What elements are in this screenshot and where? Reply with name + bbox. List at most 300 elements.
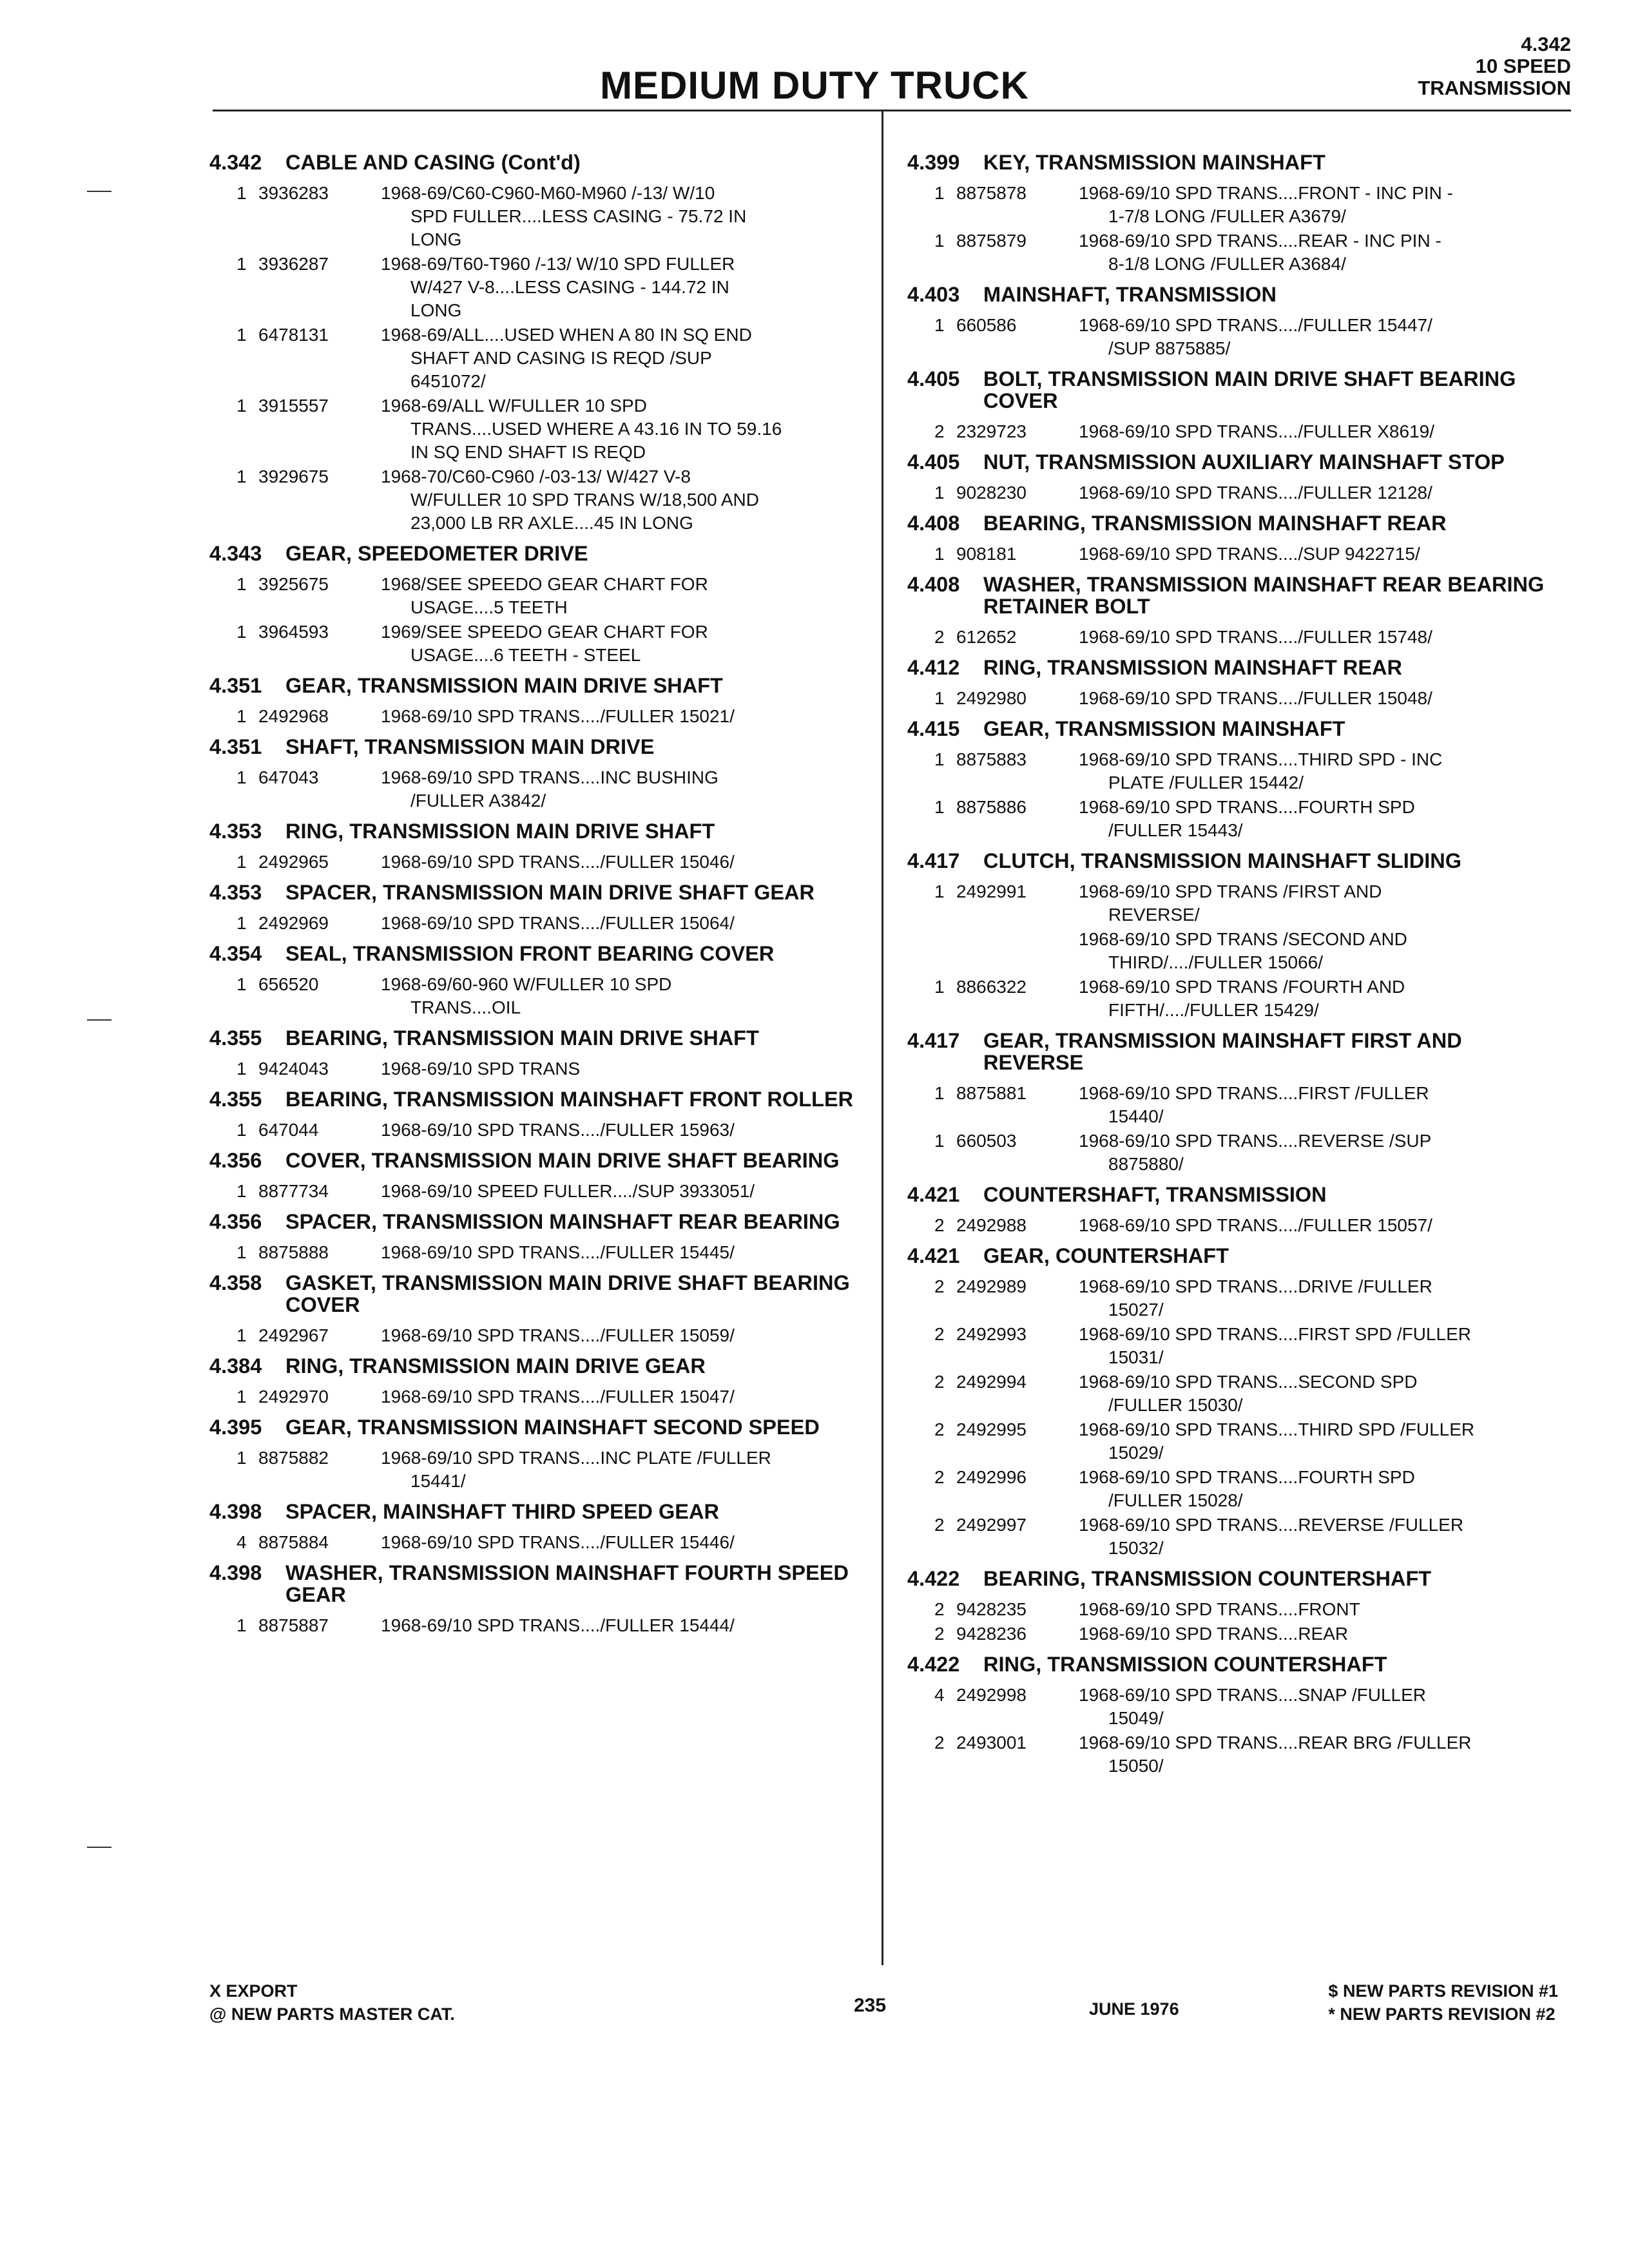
footer-revision-2-note: * NEW PARTS REVISION #2 bbox=[1328, 2004, 1556, 2024]
catalog-section bbox=[209, 1027, 854, 1081]
part-row bbox=[907, 1418, 1552, 1465]
description-line: PLATE /FULLER 15442/ bbox=[1108, 773, 1304, 793]
catalog-section bbox=[907, 368, 1552, 443]
description-line: 1968-69/10 SPD TRANS /SECOND AND bbox=[1079, 929, 1407, 949]
section-title: RING, TRANSMISSION COUNTERSHAFT bbox=[983, 1653, 1387, 1676]
description-line: 1968-69/10 SPD TRANS....REAR BRG /FULLER bbox=[1079, 1733, 1472, 1753]
catalog-section bbox=[209, 1501, 854, 1554]
description-line: TRANS....USED WHERE A 43.16 IN TO 59.16 bbox=[410, 419, 782, 439]
section-number: 4.356 bbox=[209, 1149, 262, 1172]
description-line: /SUP 8875885/ bbox=[1108, 338, 1231, 358]
section-heading bbox=[209, 675, 854, 697]
part-number: 2492967 bbox=[258, 1325, 329, 1345]
catalog-section bbox=[209, 675, 854, 728]
part-quantity: 1 bbox=[236, 1448, 247, 1468]
description-line: 15441/ bbox=[410, 1471, 466, 1491]
section-number: 4.422 bbox=[907, 1653, 960, 1676]
description-line: 1968-69/10 SPD TRANS....THIRD SPD - INC bbox=[1079, 749, 1443, 769]
part-number: 2492997 bbox=[956, 1515, 1027, 1535]
part-number: 2492965 bbox=[258, 852, 329, 872]
section-title: GEAR, TRANSMISSION MAINSHAFT FIRST AND REVERSE bbox=[983, 1029, 1462, 1074]
section-number: 4.343 bbox=[209, 542, 262, 565]
description-line: 1968-69/ALL W/FULLER 10 SPD bbox=[381, 396, 647, 416]
part-quantity: 1 bbox=[934, 315, 945, 335]
part-description bbox=[1079, 1684, 1552, 1730]
description-line: 1968-69/10 SPD TRANS....FIRST SPD /FULLER bbox=[1079, 1324, 1471, 1344]
description-line: 8875880/ bbox=[1108, 1154, 1184, 1174]
part-quantity: 2 bbox=[934, 1419, 945, 1439]
part-quantity: 1 bbox=[236, 183, 247, 203]
section-title: SPACER, TRANSMISSION MAIN DRIVE SHAFT GEAR bbox=[285, 881, 815, 904]
part-row bbox=[907, 1323, 1552, 1369]
part-number: 2492994 bbox=[956, 1372, 1027, 1392]
footer-legend-right bbox=[1328, 1979, 1558, 2026]
section-number: 4.354 bbox=[209, 942, 262, 965]
section-title: WASHER, TRANSMISSION MAINSHAFT FOURTH SPEED GEAR bbox=[285, 1561, 849, 1606]
catalog-section bbox=[907, 657, 1552, 710]
part-row bbox=[907, 626, 1552, 649]
catalog-section bbox=[209, 1211, 854, 1264]
margin-mark bbox=[87, 1847, 111, 1848]
part-description bbox=[381, 1057, 854, 1081]
part-quantity: 1 bbox=[934, 797, 945, 817]
section-title: WASHER, TRANSMISSION MAINSHAFT REAR BEARING RETAINER BOLT bbox=[983, 573, 1545, 618]
column-divider bbox=[882, 110, 883, 1965]
part-row bbox=[209, 394, 854, 464]
part-quantity: 1 bbox=[236, 1387, 247, 1407]
description-line: 1968-70/C60-C960 /-03-13/ W/427 V-8 bbox=[381, 466, 691, 486]
description-line: 1968-69/10 SPD TRANS /FIRST AND bbox=[1079, 881, 1382, 901]
part-number: 8875888 bbox=[258, 1242, 329, 1262]
part-row bbox=[209, 1324, 854, 1347]
part-row bbox=[907, 481, 1552, 505]
part-quantity: 1 bbox=[236, 622, 247, 642]
part-number: 8866322 bbox=[956, 977, 1027, 997]
section-heading bbox=[907, 284, 1552, 305]
section-title: BOLT, TRANSMISSION MAIN DRIVE SHAFT BEARING COVER bbox=[983, 367, 1516, 412]
catalog-section bbox=[209, 1272, 854, 1347]
section-number: 4.403 bbox=[907, 283, 960, 306]
catalog-section bbox=[209, 943, 854, 1019]
part-number: 2492991 bbox=[956, 881, 1027, 901]
part-row bbox=[209, 573, 854, 619]
description-line: 1968-69/60-960 W/FULLER 10 SPD bbox=[381, 974, 672, 994]
part-number: 9428235 bbox=[956, 1599, 1027, 1619]
part-description bbox=[381, 1180, 854, 1203]
part-row bbox=[907, 1622, 1552, 1646]
description-line: /FULLER 15028/ bbox=[1108, 1490, 1243, 1510]
description-line: REVERSE/ bbox=[1108, 905, 1200, 925]
part-row bbox=[907, 1370, 1552, 1417]
section-title: GEAR, SPEEDOMETER DRIVE bbox=[285, 542, 588, 565]
description-line: 1968-69/10 SPD TRANS..../FULLER 15445/ bbox=[381, 1242, 735, 1262]
part-description bbox=[1079, 420, 1552, 443]
part-quantity: 1 bbox=[934, 1131, 945, 1151]
section-title: BEARING, TRANSMISSION MAINSHAFT REAR bbox=[983, 512, 1447, 535]
description-line: 1968-69/10 SPD TRANS....REAR - INC PIN - bbox=[1079, 231, 1441, 251]
part-number: 660586 bbox=[956, 315, 1017, 335]
part-row bbox=[907, 1275, 1552, 1321]
part-quantity: 2 bbox=[934, 421, 945, 441]
catalog-section bbox=[907, 850, 1552, 1022]
description-line: SPD FULLER....LESS CASING - 75.72 IN bbox=[410, 206, 747, 226]
catalog-section bbox=[209, 1416, 854, 1493]
part-number: 3929675 bbox=[258, 466, 329, 486]
description-line: W/FULLER 10 SPD TRANS W/18,500 AND bbox=[410, 490, 759, 510]
description-line: 1968-69/10 SPD TRANS..../FULLER X8619/ bbox=[1079, 421, 1434, 441]
part-description bbox=[1079, 1370, 1552, 1417]
part-row bbox=[907, 1598, 1552, 1621]
part-row bbox=[907, 796, 1552, 842]
part-row bbox=[907, 420, 1552, 443]
description-line: 1968-69/10 SPD TRANS..../SUP 9422715/ bbox=[1079, 544, 1420, 564]
section-number: 4.412 bbox=[907, 656, 960, 679]
section-number: 4.355 bbox=[209, 1026, 262, 1050]
section-title: SPACER, MAINSHAFT THIRD SPEED GEAR bbox=[285, 1500, 719, 1523]
footer-legend-left bbox=[209, 1979, 455, 2026]
part-quantity: 2 bbox=[934, 1215, 945, 1235]
section-heading bbox=[907, 1245, 1552, 1267]
part-number: 647044 bbox=[258, 1120, 319, 1140]
part-quantity: 1 bbox=[236, 1059, 247, 1079]
section-number: 4.356 bbox=[209, 1210, 262, 1233]
part-description bbox=[381, 323, 854, 393]
section-heading bbox=[907, 718, 1552, 740]
section-title: RING, TRANSMISSION MAIN DRIVE GEAR bbox=[285, 1354, 706, 1378]
section-title: KEY, TRANSMISSION MAINSHAFT bbox=[983, 151, 1325, 174]
description-line: 15029/ bbox=[1108, 1443, 1164, 1463]
description-line: 1968-69/10 SPD TRANS....FOURTH SPD bbox=[1079, 1467, 1415, 1487]
description-line: 1968-69/10 SPD TRANS..../FULLER 15057/ bbox=[1079, 1215, 1432, 1235]
page-title: MEDIUM DUTY TRUCK bbox=[600, 64, 1029, 107]
description-line: 1968-69/10 SPD TRANS....SNAP /FULLER bbox=[1079, 1685, 1426, 1705]
section-title: RING, TRANSMISSION MAINSHAFT REAR bbox=[983, 656, 1402, 679]
description-line: THIRD/..../FULLER 15066/ bbox=[1108, 952, 1324, 972]
section-number: 4.353 bbox=[209, 881, 262, 904]
part-number: 3915557 bbox=[258, 396, 329, 416]
catalog-section bbox=[209, 1088, 854, 1142]
description-line: 1968-69/10 SPD TRANS....THIRD SPD /FULLER bbox=[1079, 1419, 1475, 1439]
part-description bbox=[381, 573, 854, 619]
description-line: 1968-69/10 SPD TRANS....SECOND SPD bbox=[1079, 1372, 1418, 1392]
right-column bbox=[907, 151, 1552, 1785]
part-number: 656520 bbox=[258, 974, 319, 994]
part-quantity: 1 bbox=[934, 544, 945, 564]
description-line: 15050/ bbox=[1108, 1756, 1164, 1776]
part-quantity: 2 bbox=[934, 1515, 945, 1535]
section-number: 4.398 bbox=[209, 1561, 262, 1584]
part-number: 8875879 bbox=[956, 231, 1027, 251]
section-number: 4.417 bbox=[907, 1029, 960, 1052]
part-number: 8875884 bbox=[258, 1532, 329, 1552]
description-line: 1968-69/10 SPD TRANS....REVERSE /SUP bbox=[1079, 1131, 1432, 1151]
catalog-section bbox=[907, 573, 1552, 649]
part-description bbox=[1079, 1731, 1552, 1778]
section-heading bbox=[209, 1501, 854, 1523]
section-heading bbox=[209, 820, 854, 842]
section-heading bbox=[907, 1653, 1552, 1675]
section-heading bbox=[907, 850, 1552, 872]
description-line: 1968-69/10 SPD TRANS..../FULLER 15059/ bbox=[381, 1325, 735, 1345]
part-description bbox=[381, 1614, 854, 1637]
part-quantity: 1 bbox=[934, 183, 945, 203]
description-line: FIFTH/..../FULLER 15429/ bbox=[1108, 1000, 1319, 1020]
section-heading bbox=[907, 451, 1552, 473]
part-description bbox=[381, 766, 854, 812]
description-line: 15440/ bbox=[1108, 1106, 1164, 1126]
left-column bbox=[209, 151, 854, 1645]
catalog-section bbox=[907, 451, 1552, 505]
part-description bbox=[1079, 928, 1552, 974]
section-heading bbox=[907, 1184, 1552, 1206]
section-number: 4.384 bbox=[209, 1354, 262, 1378]
part-row bbox=[209, 1385, 854, 1408]
section-heading bbox=[209, 543, 854, 564]
description-line: 1968-69/10 SPD TRANS..../FULLER 15444/ bbox=[381, 1615, 735, 1635]
part-row bbox=[907, 1466, 1552, 1512]
description-line: 1968-69/10 SPD TRANS....FIRST /FULLER bbox=[1079, 1083, 1429, 1103]
part-description bbox=[1079, 182, 1552, 228]
part-number: 9028230 bbox=[956, 483, 1027, 503]
margin-mark bbox=[87, 191, 111, 192]
part-number: 8875887 bbox=[258, 1615, 329, 1635]
description-line: TRANS....OIL bbox=[410, 997, 521, 1017]
part-number: 2492988 bbox=[956, 1215, 1027, 1235]
part-description bbox=[381, 1324, 854, 1347]
description-line: 15049/ bbox=[1108, 1708, 1164, 1728]
part-row bbox=[209, 973, 854, 1019]
section-heading bbox=[209, 1416, 854, 1438]
part-description bbox=[381, 850, 854, 874]
page-number: 235 bbox=[854, 1995, 887, 2016]
part-number: 660503 bbox=[956, 1131, 1017, 1151]
description-line: 15032/ bbox=[1108, 1538, 1164, 1558]
catalog-section bbox=[907, 1184, 1552, 1237]
section-title: COUNTERSHAFT, TRANSMISSION bbox=[983, 1183, 1327, 1206]
part-row bbox=[209, 620, 854, 667]
part-row bbox=[907, 687, 1552, 710]
part-number: 8875883 bbox=[956, 749, 1027, 769]
section-heading bbox=[209, 1211, 854, 1233]
part-quantity: 1 bbox=[934, 881, 945, 901]
section-title: GEAR, TRANSMISSION MAINSHAFT bbox=[983, 717, 1345, 740]
part-quantity: 1 bbox=[236, 706, 247, 726]
part-number: 2492970 bbox=[258, 1387, 329, 1407]
part-row bbox=[209, 766, 854, 812]
part-quantity: 1 bbox=[934, 688, 945, 708]
part-quantity: 1 bbox=[236, 466, 247, 486]
section-number: 4.405 bbox=[907, 367, 960, 390]
section-heading bbox=[209, 881, 854, 903]
section-number: 4.398 bbox=[209, 1500, 262, 1523]
part-number: 6478131 bbox=[258, 325, 329, 345]
section-number: 4.408 bbox=[907, 512, 960, 535]
part-quantity: 2 bbox=[934, 1276, 945, 1296]
part-number bbox=[956, 928, 1079, 974]
part-row bbox=[209, 465, 854, 535]
part-number: 647043 bbox=[258, 767, 319, 787]
description-line: 15031/ bbox=[1108, 1347, 1164, 1367]
part-description bbox=[1079, 1275, 1552, 1321]
part-row bbox=[209, 1180, 854, 1203]
description-line: 1968-69/10 SPD TRANS..../FULLER 15021/ bbox=[381, 706, 735, 726]
part-description bbox=[1079, 1466, 1552, 1512]
description-line: 8-1/8 LONG /FULLER A3684/ bbox=[1108, 254, 1346, 274]
part-description bbox=[1079, 1323, 1552, 1369]
section-number: 4.395 bbox=[209, 1416, 262, 1439]
footer-master-cat-note: @ NEW PARTS MASTER CAT. bbox=[209, 2004, 455, 2024]
part-row bbox=[209, 182, 854, 251]
part-number: 2329723 bbox=[956, 421, 1027, 441]
description-line: 1968-69/10 SPD TRANS....REVERSE /FULLER bbox=[1079, 1515, 1464, 1535]
section-number: 4.351 bbox=[209, 674, 262, 697]
description-line: LONG bbox=[410, 229, 462, 249]
part-row bbox=[907, 182, 1552, 228]
margin-mark bbox=[87, 1019, 111, 1021]
section-heading bbox=[209, 1088, 854, 1110]
part-number: 2492989 bbox=[956, 1276, 1027, 1296]
section-heading bbox=[907, 657, 1552, 678]
section-heading bbox=[907, 1568, 1552, 1590]
part-row bbox=[209, 912, 854, 935]
section-header bbox=[1418, 34, 1571, 99]
description-line: 1968-69/10 SPD TRANS..../FULLER 15446/ bbox=[381, 1532, 735, 1552]
section-number: 4.355 bbox=[209, 1088, 262, 1111]
part-number: 2492993 bbox=[956, 1324, 1027, 1344]
description-line: USAGE....5 TEETH bbox=[410, 597, 568, 617]
section-number: 4.422 bbox=[907, 1567, 960, 1590]
part-description bbox=[1079, 626, 1552, 649]
catalog-section bbox=[209, 151, 854, 535]
part-description bbox=[381, 620, 854, 667]
part-quantity: 1 bbox=[236, 852, 247, 872]
section-title: COVER, TRANSMISSION MAIN DRIVE SHAFT BEARING bbox=[285, 1149, 840, 1172]
part-description bbox=[1079, 543, 1552, 566]
part-description bbox=[381, 1531, 854, 1554]
part-row bbox=[907, 975, 1552, 1022]
part-quantity: 1 bbox=[236, 1120, 247, 1140]
description-line: 1-7/8 LONG /FULLER A3679/ bbox=[1108, 206, 1346, 226]
part-row bbox=[907, 229, 1552, 276]
description-line: LONG bbox=[410, 300, 462, 320]
catalog-section bbox=[907, 1568, 1552, 1646]
footer-export-note: X EXPORT bbox=[209, 1981, 298, 2001]
part-description bbox=[1079, 748, 1552, 794]
description-line: 1968-69/10 SPD TRANS..../FULLER 15447/ bbox=[1079, 315, 1432, 335]
catalog-section bbox=[907, 151, 1552, 276]
part-description bbox=[1079, 1514, 1552, 1560]
description-line: 1968-69/10 SPD TRANS /FOURTH AND bbox=[1079, 977, 1405, 997]
section-title: NUT, TRANSMISSION AUXILIARY MAINSHAFT STOP bbox=[983, 450, 1505, 474]
part-number: 8877734 bbox=[258, 1181, 329, 1201]
description-line: /FULLER 15030/ bbox=[1108, 1395, 1243, 1415]
section-number: 4.342 bbox=[209, 151, 262, 174]
part-description bbox=[1079, 880, 1552, 927]
catalog-section bbox=[209, 1562, 854, 1637]
section-heading bbox=[209, 1562, 854, 1606]
section-title: BEARING, TRANSMISSION MAIN DRIVE SHAFT bbox=[285, 1026, 759, 1050]
section-title: GEAR, TRANSMISSION MAIN DRIVE SHAFT bbox=[285, 674, 723, 697]
part-description bbox=[381, 394, 854, 464]
section-title: CLUTCH, TRANSMISSION MAINSHAFT SLIDING bbox=[983, 849, 1462, 872]
publication-date: JUNE 1976 bbox=[1089, 1999, 1179, 2019]
section-number: 4.399 bbox=[907, 151, 960, 174]
part-row bbox=[907, 1514, 1552, 1560]
catalog-section bbox=[907, 1245, 1552, 1560]
part-description bbox=[381, 705, 854, 728]
description-line: /FULLER A3842/ bbox=[410, 791, 546, 811]
part-quantity: 1 bbox=[236, 325, 247, 345]
part-row bbox=[209, 1531, 854, 1554]
section-title: CABLE AND CASING (Cont'd) bbox=[285, 151, 581, 174]
section-number: 4.421 bbox=[907, 1183, 960, 1206]
catalog-section bbox=[209, 1355, 854, 1408]
part-quantity: 1 bbox=[236, 1325, 247, 1345]
section-number: 4.408 bbox=[907, 573, 960, 596]
part-number: 9428236 bbox=[956, 1624, 1027, 1644]
part-description bbox=[381, 253, 854, 322]
section-subtitle-line1: 10 SPEED bbox=[1475, 55, 1571, 77]
part-quantity: 4 bbox=[236, 1532, 247, 1552]
part-quantity: 1 bbox=[236, 1615, 247, 1635]
part-quantity: 2 bbox=[934, 1324, 945, 1344]
part-description bbox=[1079, 975, 1552, 1022]
part-quantity: 1 bbox=[236, 254, 247, 274]
part-number: 612652 bbox=[956, 627, 1017, 647]
part-description bbox=[1079, 687, 1552, 710]
description-line: USAGE....6 TEETH - STEEL bbox=[410, 645, 641, 665]
part-quantity: 2 bbox=[934, 627, 945, 647]
part-row bbox=[209, 253, 854, 322]
part-number: 3936283 bbox=[258, 183, 329, 203]
section-heading bbox=[209, 943, 854, 965]
description-line: 15027/ bbox=[1108, 1300, 1164, 1320]
part-number: 2492969 bbox=[258, 913, 329, 933]
section-title: GASKET, TRANSMISSION MAIN DRIVE SHAFT BEARING COVER bbox=[285, 1271, 850, 1316]
part-description bbox=[1079, 1622, 1552, 1646]
part-description bbox=[381, 912, 854, 935]
part-quantity: 1 bbox=[236, 974, 247, 994]
part-quantity: 1 bbox=[236, 1181, 247, 1201]
section-heading bbox=[907, 1030, 1552, 1073]
catalog-section bbox=[907, 284, 1552, 360]
section-title: MAINSHAFT, TRANSMISSION bbox=[983, 283, 1277, 306]
part-description bbox=[1079, 1129, 1552, 1176]
catalog-section bbox=[209, 881, 854, 935]
catalog-section bbox=[907, 1653, 1552, 1778]
section-heading bbox=[907, 151, 1552, 173]
catalog-section bbox=[209, 1149, 854, 1203]
part-description bbox=[381, 465, 854, 535]
part-quantity bbox=[907, 928, 956, 974]
description-line: 1968-69/10 SPD TRANS..../FULLER 15963/ bbox=[381, 1120, 735, 1140]
description-line: /FULLER 15443/ bbox=[1108, 820, 1243, 840]
part-number: 8875886 bbox=[956, 797, 1027, 817]
description-line: 1968-69/ALL....USED WHEN A 80 IN SQ END bbox=[381, 325, 752, 345]
part-row bbox=[907, 928, 1552, 974]
part-description bbox=[1079, 1082, 1552, 1128]
part-row bbox=[907, 1082, 1552, 1128]
part-number: 908181 bbox=[956, 544, 1017, 564]
section-heading bbox=[209, 1272, 854, 1316]
part-number: 9424043 bbox=[258, 1059, 329, 1079]
section-heading bbox=[209, 1149, 854, 1171]
section-number: 4.353 bbox=[209, 820, 262, 843]
section-number: 4.415 bbox=[907, 717, 960, 740]
section-title: SPACER, TRANSMISSION MAINSHAFT REAR BEARING bbox=[285, 1210, 840, 1233]
part-quantity: 2 bbox=[934, 1599, 945, 1619]
part-number: 2492980 bbox=[956, 688, 1027, 708]
